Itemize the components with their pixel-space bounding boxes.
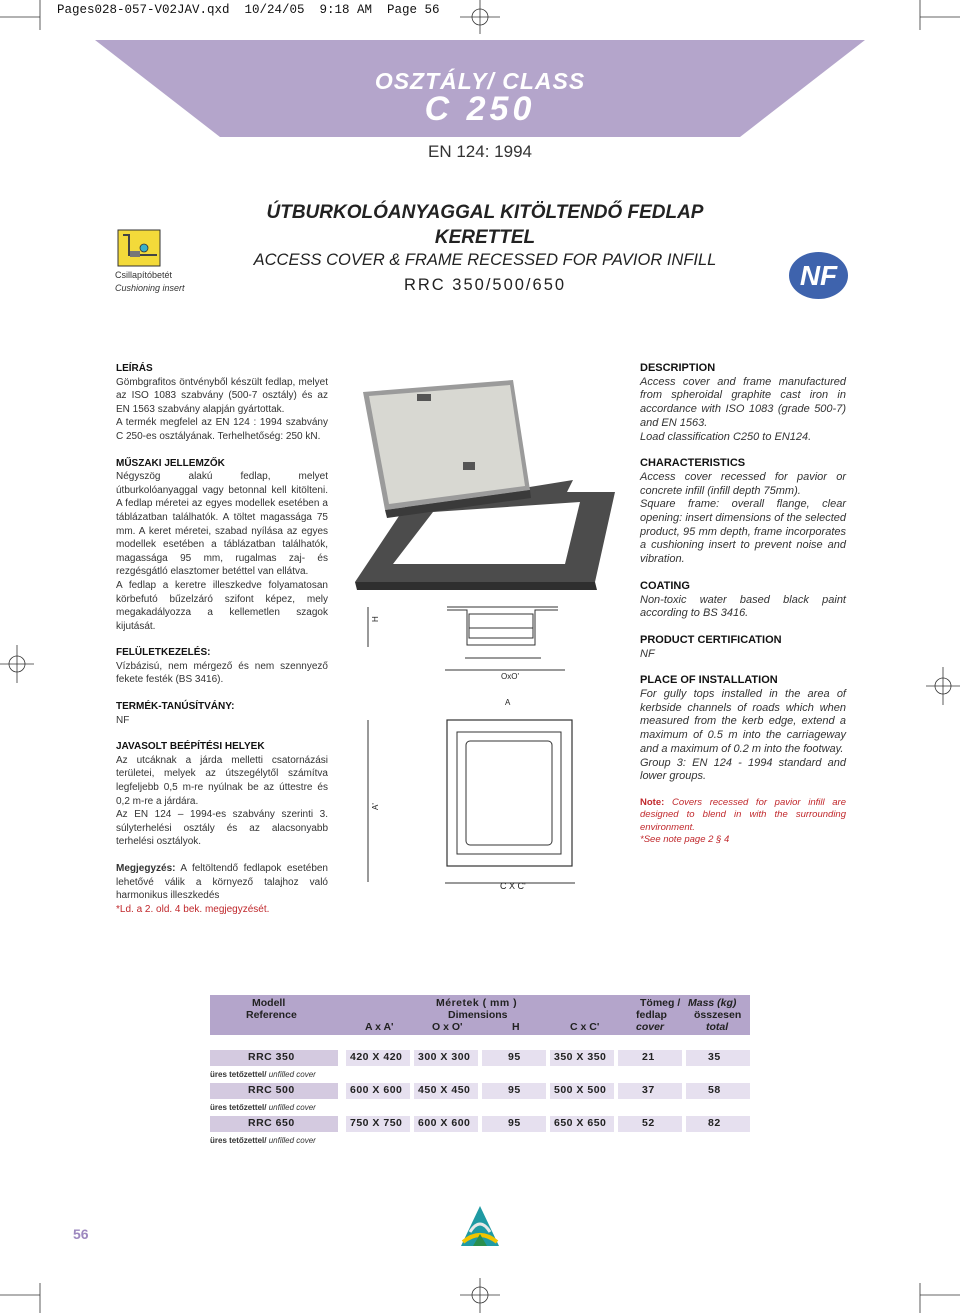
description-hungarian	[116, 362, 328, 929]
th-fedlap: fedlap	[636, 1009, 667, 1021]
cell-model: RRC 500	[248, 1084, 295, 1096]
coating-paragraph: Non-toxic water based black paint according to BS 3416.	[640, 593, 846, 620]
coating-heading: COATING	[640, 579, 690, 592]
dim-a2-label: A'	[371, 803, 380, 810]
description-paragraph-2: Load classification C250 to EN124.	[640, 430, 812, 443]
insert-caption	[115, 269, 185, 295]
unfilled-en: unfilled cover	[268, 1136, 316, 1145]
felulet-paragraph: Vízbázisú, nem mérgező és nem szennyező fekete festék (BS 3416).	[116, 660, 328, 686]
cell-axa: 750 X 750	[350, 1117, 403, 1129]
certification-heading: PRODUCT CERTIFICATION	[640, 633, 782, 646]
muszaki-heading: MŰSZAKI JELLEMZŐK	[116, 457, 225, 469]
note-reference: *See note page 2 § 4	[640, 834, 730, 846]
muszaki-paragraph-2: A fedlap a keretre illeszkedve folyamatosan körbefutó bűzelzáró szifont képez, mely megakadályozza a kellemetlen szagok kijutását.	[116, 579, 328, 632]
nf-logo	[789, 252, 848, 299]
cell-cover-mass: 21	[642, 1051, 655, 1063]
insert-caption-hu: Csillapítóbetét	[115, 270, 173, 280]
table-row	[210, 1116, 750, 1132]
note-label: Note:	[640, 796, 665, 808]
unfilled-en: unfilled cover	[268, 1070, 316, 1079]
description-paragraph-1: Access cover and frame manufactured from spheroidal graphite cast iron in accordance with ISO 1083 (grade 500-7) and EN 1563.	[640, 375, 846, 429]
dim-cxc-label: C X C'	[500, 881, 526, 891]
page-number: 56	[73, 1226, 89, 1242]
installation-heading: PLACE OF INSTALLATION	[640, 674, 778, 687]
characteristics-paragraph-1: Access cover recessed for pavior or concrete infill (infill depth 75mm).	[640, 470, 846, 497]
th-mass: Mass (kg)	[688, 997, 737, 1009]
helyek-paragraph-1: Az utcáknak a járda melletti csatornázási területei, melyek az útszegélytől számítva legfeljebb 0,5 m-re nyúlnak be az úttestre és 0,2 m-re a járdára.	[116, 754, 328, 807]
th-model: Modell	[252, 997, 286, 1009]
th-oxo: O x O'	[432, 1021, 463, 1033]
dim-a-label: A	[505, 698, 511, 707]
cell-cover-mass: 52	[642, 1117, 655, 1129]
table-row	[210, 1083, 750, 1099]
cell-cover-mass: 37	[642, 1084, 655, 1096]
cell-cxc: 650 X 650	[554, 1117, 607, 1129]
th-osszesen: összesen	[694, 1009, 742, 1021]
table-row	[210, 1050, 750, 1066]
unfilled-en: unfilled cover	[268, 1103, 316, 1112]
th-cxc: C x C'	[570, 1021, 600, 1033]
characteristics-paragraph-2: Square frame: overall flange, clear opening: insert dimensions of the selected product, 95 mm depth, frame incorporates a cushioning insert to prevent noise and vibration.	[640, 498, 846, 566]
cell-h: 95	[508, 1051, 521, 1063]
unfilled-note	[210, 1136, 316, 1145]
class-value: C 250	[424, 90, 536, 128]
characteristics-heading: CHARACTERISTICS	[640, 457, 746, 470]
muszaki-paragraph-1: Négyszög alakú fedlap, melyet útburkolóanyaggal vagy betonnal kell kitölteni. A fedlap méretei az egyes modellek esetében a táblázatban találhatók. A töltet magassága 75 mm. A keret méretei, szabad nyílása az egyes modellek esetében a táblázatban találhatók, magassága 95 mm, rugalmas zaj- és rezgésgátló elasztomer betéttel van ellátva.	[116, 471, 328, 578]
cell-axa: 420 X 420	[350, 1051, 403, 1063]
cell-total-mass: 35	[708, 1051, 721, 1063]
leiras-paragraph-2: A termék megfelel az EN 124 : 1994 szabvány C 250-es osztályának. Terhelhetőség: 250 kN.	[116, 417, 328, 442]
table-header	[210, 995, 750, 1035]
megjegyzes-label: Megjegyzés:	[116, 863, 176, 874]
tanusitvany-paragraph: NF	[116, 714, 130, 726]
cell-h: 95	[508, 1117, 521, 1129]
tanusitvany-heading: TERMÉK-TANÚSÍTVÁNY:	[116, 701, 235, 713]
dim-h-label: H	[371, 616, 380, 622]
th-meretek: Méretek ( mm )	[436, 997, 518, 1009]
cell-total-mass: 82	[708, 1117, 721, 1129]
unfilled-hu: üres tetőzettel/	[210, 1070, 267, 1079]
cell-cxc: 500 X 500	[554, 1084, 607, 1096]
leiras-heading: LEÍRÁS	[116, 363, 153, 374]
cell-axa: 600 X 600	[350, 1084, 403, 1096]
dim-oxo-label: OxO'	[501, 672, 519, 681]
cell-oxo: 450 X 450	[418, 1084, 471, 1096]
megjegyzes-reference: *Ld. a 2. old. 4 bek. megjegyzését.	[116, 903, 270, 915]
model-list: RRC 350/500/650	[403, 276, 567, 294]
unfilled-note	[210, 1103, 316, 1112]
helyek-paragraph-2: Az EN 124 – 1994-es szabvány szerinti 3. súlyterhelési osztály és az alacsonyabb terhelési osztályok.	[116, 809, 328, 848]
standard: EN 124: 1994	[428, 142, 532, 161]
installation-paragraph-2: Group 3: EN 124 - 1994 standard and lower groups.	[640, 756, 846, 783]
th-h: H	[512, 1021, 520, 1033]
insert-caption-en: Cushioning insert	[115, 283, 185, 293]
cell-h: 95	[508, 1084, 521, 1096]
th-tomeg: Tömeg /	[640, 997, 681, 1009]
description-heading: DESCRIPTION	[640, 362, 716, 374]
cell-cxc: 350 X 350	[554, 1051, 607, 1063]
company-logo	[459, 1202, 501, 1248]
felulet-heading: FELÜLETKEZELÉS:	[116, 647, 211, 659]
cell-model: RRC 650	[248, 1117, 295, 1129]
unfilled-hu: üres tetőzettel/	[210, 1136, 267, 1145]
technical-drawing	[365, 600, 590, 900]
cell-oxo: 300 X 300	[418, 1051, 471, 1063]
megjegyzes-text: A feltöltendő fedlapok esetében lehetővé válik a környező talajhoz való harmonikus illeszkedés	[116, 863, 328, 902]
th-dimensions: Dimensions	[448, 1009, 508, 1021]
printer-slug: Pages028-057-V02JAV.qxd 10/24/05 9:18 AM Page 56	[57, 3, 440, 17]
cell-total-mass: 58	[708, 1084, 721, 1096]
nf-logo-text: NF	[799, 260, 838, 291]
th-reference: Reference	[246, 1009, 297, 1021]
th-cover: cover	[636, 1021, 665, 1033]
product-render	[335, 372, 620, 602]
unfilled-note	[210, 1070, 316, 1079]
title-hungarian	[200, 200, 770, 250]
title-hu-line1: ÚTBURKOLÓANYAGGAL KITÖLTENDŐ FEDLAP	[266, 202, 704, 223]
megjegyzes-paragraph	[116, 862, 328, 903]
certification-paragraph: NF	[640, 647, 655, 660]
cushioning-insert-icon	[117, 229, 161, 267]
note-text: Covers recessed for pavior infill are designed to blend in with the surrounding environment.	[640, 796, 846, 833]
leiras-paragraph-1: Gömbgrafitos öntvényből készült fedlap, melyet az ISO 1083 szabvány (500-7 osztály) és az EN 1563 szabvány alapján gyártottak.	[116, 376, 328, 415]
class-label: OSZTÁLY/ CLASS	[374, 68, 586, 94]
title-hu-line2: KERETTEL	[434, 227, 536, 248]
helyek-heading: JAVASOLT BEÉPÍTÉSI HELYEK	[116, 741, 265, 753]
installation-paragraph-1: For gully tops installed in the area of kerbside channels of roads which when measured from the kerb edge, extend a maximum of 0.5 m into the carriageway and a maximum of 0.2 m into the footway.	[640, 688, 846, 755]
title-english: ACCESS COVER & FRAME RECESSED FOR PAVIOR INFILL	[253, 251, 717, 269]
note-paragraph	[640, 797, 846, 835]
description-english	[640, 362, 846, 860]
cell-model: RRC 350	[248, 1051, 295, 1063]
cell-oxo: 600 X 600	[418, 1117, 471, 1129]
th-axa: A x A'	[365, 1021, 394, 1033]
unfilled-hu: üres tetőzettel/	[210, 1103, 267, 1112]
th-total: total	[706, 1021, 729, 1033]
